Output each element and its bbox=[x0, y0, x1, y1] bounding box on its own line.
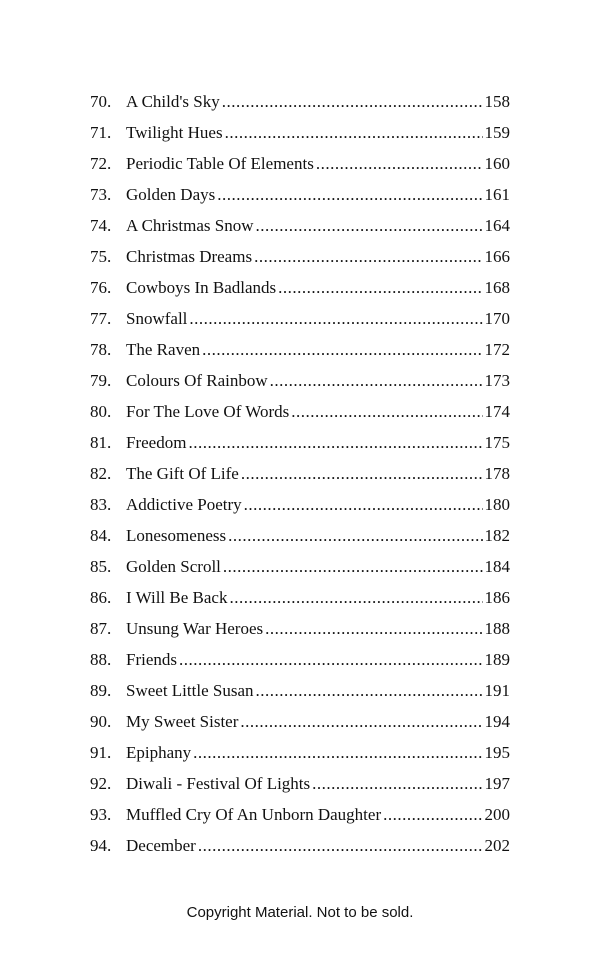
entry-number: 92. bbox=[90, 774, 112, 793]
dot-leader bbox=[291, 396, 482, 427]
entry-page-number: 158 bbox=[484, 92, 510, 111]
entry-number: 74. bbox=[90, 216, 112, 235]
entry-number: 72. bbox=[90, 154, 112, 173]
entry-number: 76. bbox=[90, 278, 112, 297]
entry-number: 78. bbox=[90, 340, 112, 359]
toc-entry bbox=[90, 148, 510, 179]
entry-page-number: 168 bbox=[484, 278, 510, 297]
entry-page-number: 200 bbox=[484, 805, 510, 824]
dot-leader bbox=[189, 303, 482, 334]
dot-leader bbox=[312, 768, 482, 799]
entry-number: 81. bbox=[90, 433, 112, 452]
dot-leader bbox=[198, 830, 483, 861]
toc-entry bbox=[90, 737, 510, 768]
entry-title: Lonesomeness bbox=[126, 526, 227, 545]
dot-leader bbox=[244, 489, 483, 520]
entry-page-number: 202 bbox=[484, 836, 510, 855]
dot-leader bbox=[217, 179, 482, 210]
entry-page-number: 161 bbox=[484, 185, 510, 204]
entry-number: 85. bbox=[90, 557, 112, 576]
dot-leader bbox=[383, 799, 482, 830]
dot-leader bbox=[255, 675, 482, 706]
entry-title: The Gift Of Life bbox=[126, 464, 239, 483]
dot-leader bbox=[193, 737, 482, 768]
entry-page-number: 197 bbox=[484, 774, 510, 793]
dot-leader bbox=[241, 458, 483, 489]
entry-number: 73. bbox=[90, 185, 112, 204]
entry-title: Cowboys In Badlands bbox=[126, 278, 277, 297]
toc-entry bbox=[90, 272, 510, 303]
entry-number: 90. bbox=[90, 712, 112, 731]
dot-leader bbox=[256, 210, 483, 241]
toc-entry bbox=[90, 551, 510, 582]
toc-entry bbox=[90, 365, 510, 396]
dot-leader bbox=[229, 582, 482, 613]
entry-title: Epiphany bbox=[126, 743, 192, 762]
entry-number: 94. bbox=[90, 836, 112, 855]
copyright-footer: Copyright Material. Not to be sold. bbox=[186, 904, 414, 921]
toc-entry bbox=[90, 427, 510, 458]
entry-number: 82. bbox=[90, 464, 112, 483]
entry-page-number: 166 bbox=[484, 247, 510, 266]
entry-page-number: 173 bbox=[484, 371, 510, 390]
entry-page-number: 174 bbox=[484, 402, 510, 421]
toc-entry bbox=[90, 303, 510, 334]
entry-title: Snowfall bbox=[126, 309, 188, 328]
toc-entry bbox=[90, 86, 510, 117]
entry-title: Freedom bbox=[126, 433, 187, 452]
entry-page-number: 191 bbox=[484, 681, 510, 700]
dot-leader bbox=[254, 241, 482, 272]
entry-page-number: 188 bbox=[484, 619, 510, 638]
toc-entry bbox=[90, 644, 510, 675]
dot-leader bbox=[240, 706, 482, 737]
dot-leader bbox=[188, 427, 482, 458]
entry-number: 88. bbox=[90, 650, 112, 669]
entry-title: Muffled Cry Of An Unborn Daughter bbox=[126, 805, 382, 824]
entry-title: I Will Be Back bbox=[126, 588, 228, 607]
entry-title: Golden Days bbox=[126, 185, 216, 204]
toc-entry bbox=[90, 334, 510, 365]
dot-leader bbox=[228, 520, 482, 551]
entry-page-number: 159 bbox=[484, 123, 510, 142]
entry-title: Twilight Hues bbox=[126, 123, 223, 142]
toc-entry bbox=[90, 489, 510, 520]
table-of-contents bbox=[90, 86, 510, 861]
toc-entry bbox=[90, 799, 510, 830]
entry-page-number: 175 bbox=[484, 433, 510, 452]
toc-entry bbox=[90, 458, 510, 489]
toc-entry bbox=[90, 117, 510, 148]
entry-title: Periodic Table Of Elements bbox=[126, 154, 314, 173]
dot-leader bbox=[202, 334, 482, 365]
entry-number: 70. bbox=[90, 92, 112, 111]
toc-entry bbox=[90, 675, 510, 706]
entry-number: 77. bbox=[90, 309, 112, 328]
entry-title: A Christmas Snow bbox=[126, 216, 254, 235]
entry-title: Unsung War Heroes bbox=[126, 619, 264, 638]
entry-page-number: 182 bbox=[484, 526, 510, 545]
toc-entry bbox=[90, 613, 510, 644]
entry-title: Diwali - Festival Of Lights bbox=[126, 774, 311, 793]
entry-number: 89. bbox=[90, 681, 112, 700]
dot-leader bbox=[265, 613, 482, 644]
entry-title: For The Love Of Words bbox=[126, 402, 290, 421]
entry-page-number: 172 bbox=[484, 340, 510, 359]
entry-title: Addictive Poetry bbox=[126, 495, 242, 514]
entry-page-number: 164 bbox=[484, 216, 510, 235]
entry-number: 91. bbox=[90, 743, 112, 762]
entry-page-number: 178 bbox=[484, 464, 510, 483]
entry-page-number: 160 bbox=[484, 154, 510, 173]
toc-entry bbox=[90, 768, 510, 799]
entry-page-number: 180 bbox=[484, 495, 510, 514]
entry-title: Golden Scroll bbox=[126, 557, 221, 576]
entry-number: 71. bbox=[90, 123, 112, 142]
entry-number: 80. bbox=[90, 402, 112, 421]
entry-page-number: 186 bbox=[484, 588, 510, 607]
dot-leader bbox=[179, 644, 483, 675]
entry-page-number: 170 bbox=[484, 309, 510, 328]
entry-number: 83. bbox=[90, 495, 112, 514]
dot-leader bbox=[223, 551, 483, 582]
entry-page-number: 184 bbox=[484, 557, 510, 576]
entry-number: 93. bbox=[90, 805, 112, 824]
dot-leader bbox=[278, 272, 482, 303]
toc-entry bbox=[90, 830, 510, 861]
toc-entry bbox=[90, 241, 510, 272]
entry-title: Friends bbox=[126, 650, 177, 669]
entry-title: Colours Of Rainbow bbox=[126, 371, 268, 390]
dot-leader bbox=[316, 148, 483, 179]
toc-entry bbox=[90, 210, 510, 241]
entry-title: December bbox=[126, 836, 196, 855]
entry-number: 79. bbox=[90, 371, 112, 390]
toc-entry bbox=[90, 396, 510, 427]
entry-title: A Child's Sky bbox=[126, 92, 220, 111]
entry-page-number: 189 bbox=[484, 650, 510, 669]
entry-title: Sweet Little Susan bbox=[126, 681, 254, 700]
dot-leader bbox=[225, 117, 483, 148]
entry-page-number: 194 bbox=[484, 712, 510, 731]
entry-number: 87. bbox=[90, 619, 112, 638]
toc-entry bbox=[90, 706, 510, 737]
entry-number: 84. bbox=[90, 526, 112, 545]
entry-page-number: 195 bbox=[484, 743, 510, 762]
entry-title: Christmas Dreams bbox=[126, 247, 253, 266]
toc-entry bbox=[90, 520, 510, 551]
toc-entry bbox=[90, 582, 510, 613]
entry-number: 86. bbox=[90, 588, 112, 607]
toc-entry bbox=[90, 179, 510, 210]
entry-number: 75. bbox=[90, 247, 112, 266]
dot-leader bbox=[222, 86, 483, 117]
entry-title: My Sweet Sister bbox=[126, 712, 239, 731]
dot-leader bbox=[270, 365, 483, 396]
entry-title: The Raven bbox=[126, 340, 201, 359]
